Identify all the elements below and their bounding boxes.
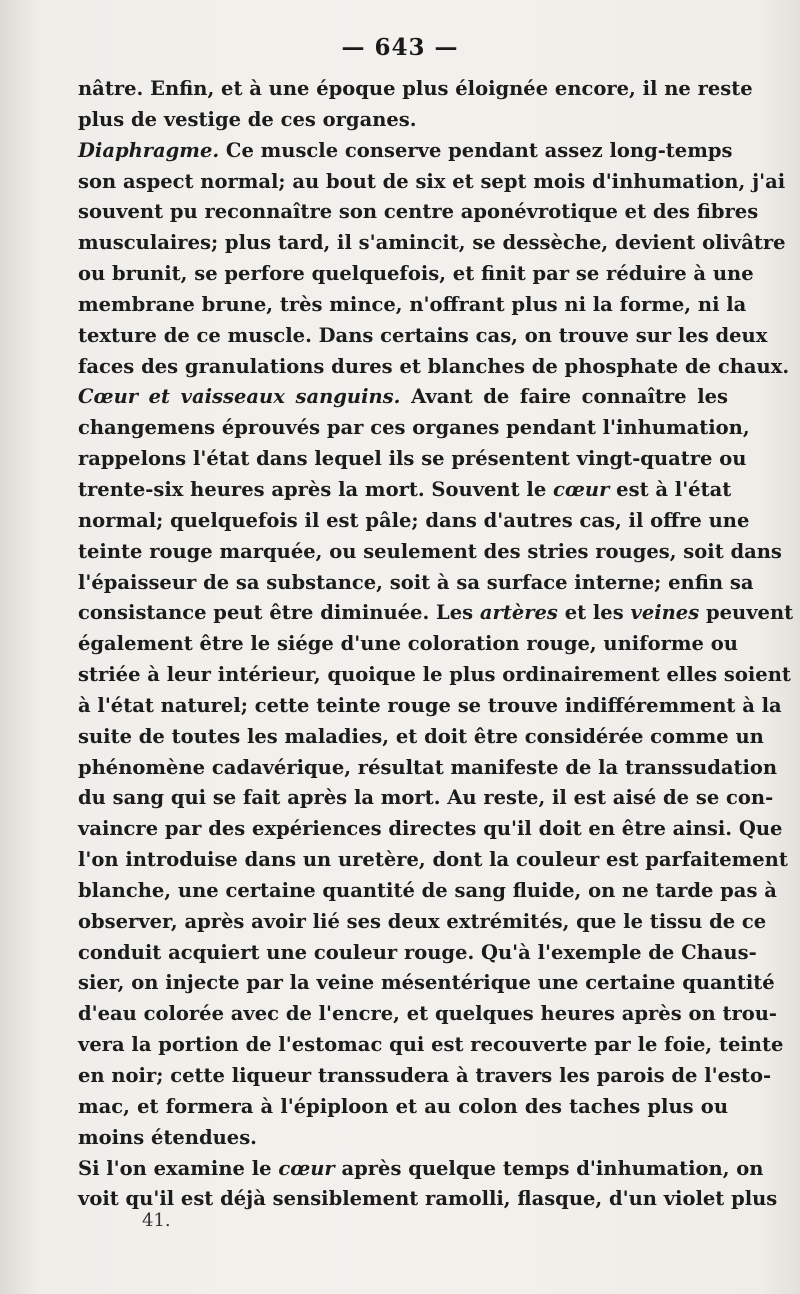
text-line: [78, 783, 774, 814]
text-segment: après quelque temps d'inhumation, on: [334, 1156, 764, 1180]
text-line: [78, 968, 775, 999]
text-segment: vera la portion de l'estomac qui est recouverte par le foie, teinte: [78, 1033, 784, 1057]
text-segment: Si l'on examine le: [78, 1156, 279, 1180]
text-segment: souvent pu reconnaître son centre aponévrotique et des fibres: [78, 200, 759, 224]
text-line: [78, 197, 759, 228]
text-line: [78, 845, 788, 876]
text-line: [78, 136, 733, 167]
italic-term: veines: [630, 601, 700, 625]
text-line: [78, 1061, 772, 1092]
text-segment: texture de ce muscle. Dans certains cas, on trouve sur les deux: [78, 323, 768, 347]
text-segment: mac, et formera à l'épiploon et au colon des taches plus ou: [78, 1094, 728, 1118]
text-line: [78, 290, 747, 321]
text-segment: d'eau colorée avec de l'encre, et quelques heures après on trou-: [78, 1002, 778, 1026]
text-line: [78, 876, 777, 907]
text-segment: sier, on injecte par la veine mésentérique une certaine quantité: [78, 971, 775, 995]
text-line: [78, 629, 738, 660]
text-line: [78, 506, 750, 537]
text-line: [78, 1123, 728, 1154]
text-segment: est à l'état: [609, 477, 732, 501]
text-line: [78, 1184, 778, 1215]
text-line: [78, 413, 750, 444]
text-line: [78, 259, 754, 290]
text-segment: consistance peut être diminuée. Les: [78, 601, 480, 625]
text-line: [78, 105, 728, 136]
text-segment: normal; quelquefois il est pâle; dans d'autres cas, il offre une: [78, 508, 750, 532]
text-segment: peuvent: [699, 601, 794, 625]
text-line: [78, 598, 794, 629]
text-line: [78, 167, 786, 198]
text-segment: phénomène cadavérique, résultat manifeste de la transsudation: [78, 755, 778, 779]
text-line: [78, 382, 728, 413]
text-line: [78, 475, 732, 506]
text-segment: moins étendues.: [78, 1125, 257, 1149]
text-line: [78, 938, 757, 969]
text-line: [78, 568, 754, 599]
italic-term: cœur: [553, 477, 610, 501]
text-segment: du sang qui se fait après la mort. Au reste, il est aisé de se con-: [78, 786, 774, 810]
text-line: [78, 691, 782, 722]
text-segment: en noir; cette liqueur transsudera à travers les parois de l'esto-: [78, 1064, 772, 1087]
text-segment: plus de vestige de ces organes.: [78, 107, 417, 131]
text-segment: son aspect normal; au bout de six et sept mois d'inhumation, j'ai: [78, 169, 786, 193]
text-segment: et les: [557, 601, 631, 625]
text-segment: à l'état naturel; cette teinte rouge se trouve indifféremment à la: [78, 693, 782, 717]
text-segment: nâtre. Enfin, et à une époque plus éloignée encore, il ne reste: [78, 77, 753, 100]
text-segment: Ce muscle conserve pendant assez long-temps: [219, 138, 733, 162]
text-segment: faces des granulations dures et blanches de phosphate de chaux.: [78, 354, 790, 378]
text-segment: également être le siége d'une coloration rouge, uniforme ou: [78, 632, 738, 656]
text-segment: l'épaisseur de sa substance, soit à sa surface interne; enfin sa: [78, 570, 754, 594]
italic-term: cœur: [278, 1156, 335, 1180]
italic-term: Cœur et vaisseaux sanguins.: [78, 385, 401, 409]
text-line: [78, 1092, 728, 1123]
text-line: [78, 999, 778, 1030]
text-line: [78, 74, 753, 105]
text-line: [78, 1030, 784, 1061]
text-line: [78, 722, 764, 753]
text-line: [78, 660, 791, 691]
text-line: [78, 753, 778, 784]
text-segment: voit qu'il est déjà sensiblement ramolli, flasque, d'un violet plus: [78, 1187, 778, 1211]
text-segment: observer, après avoir lié ses deux extrémités, que le tissu de ce: [78, 909, 767, 933]
text-segment: trente-six heures après la mort. Souvent le: [78, 477, 554, 501]
text-segment: l'on introduise dans un uretère, dont la couleur est parfaitement: [78, 848, 788, 872]
text-line: [78, 907, 767, 938]
text-segment: Avant de faire connaître les: [400, 385, 728, 409]
italic-term: Diaphragme.: [78, 138, 220, 162]
text-segment: ou brunit, se perfore quelquefois, et finit par se réduire à une: [78, 262, 754, 286]
text-segment: changemens éprouvés par ces organes pendant l'inhumation,: [78, 416, 750, 440]
page-number: — 643 —: [341, 34, 459, 61]
signature-mark: 41.: [142, 1210, 171, 1231]
text-line: [78, 352, 790, 383]
text-segment: suite de toutes les maladies, et doit être considérée comme un: [78, 724, 764, 748]
text-segment: teinte rouge marquée, ou seulement des stries rouges, soit dans: [78, 539, 782, 563]
text-line: [78, 1154, 764, 1185]
italic-term: artères: [479, 601, 558, 625]
text-segment: striée à leur intérieur, quoique le plus ordinairement elles soient: [78, 663, 791, 687]
text-line: [78, 444, 747, 475]
text-line: [78, 321, 768, 352]
text-line: [78, 814, 783, 845]
text-segment: conduit acquiert une couleur rouge. Qu'à l'exemple de Chaus-: [78, 940, 757, 964]
text-segment: vaincre par des expériences directes qu'il doit en être ainsi. Que: [78, 817, 783, 841]
text-segment: rappelons l'état dans lequel ils se présentent vingt-quatre ou: [78, 447, 747, 471]
text-line: [78, 537, 782, 568]
text-segment: musculaires; plus tard, il s'amincit, se dessèche, devient olivâtre: [78, 231, 786, 255]
text-line: [78, 228, 786, 259]
text-segment: membrane brune, très mince, n'offrant plus ni la forme, ni la: [78, 292, 747, 316]
text-segment: blanche, une certaine quantité de sang fluide, on ne tarde pas à: [78, 878, 777, 902]
body-text: [78, 74, 794, 1215]
